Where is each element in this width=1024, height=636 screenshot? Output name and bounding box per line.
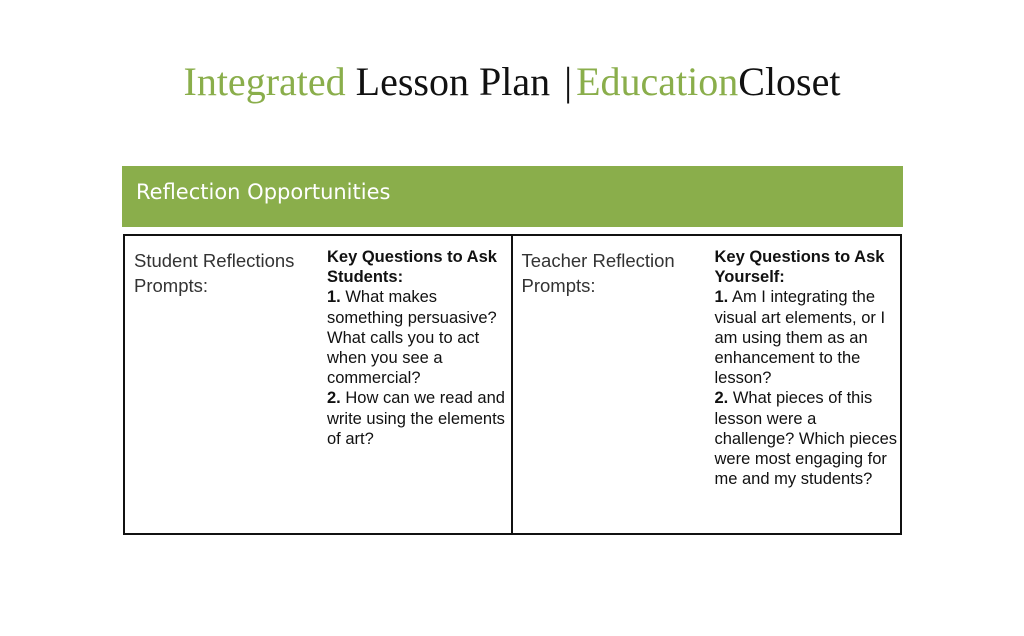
student-question-1	[327, 287, 511, 388]
student-prompts-label: Student Reflections Prompts:	[134, 250, 295, 296]
section-banner	[122, 166, 903, 227]
teacher-questions-heading: Key Questions to Ask Yourself:	[714, 248, 885, 287]
title-education: Education	[576, 59, 739, 104]
teacher-question-1-text: Am I integrating the visual art elements, or I am using them as an enhancement to the lesson?	[714, 288, 886, 388]
teacher-question-1-number: 1.	[714, 288, 729, 307]
title-integrated: Integrated	[183, 59, 346, 104]
teacher-question-2-number: 2.	[714, 389, 729, 408]
teacher-question-2-text: What pieces of this lesson were a challenge? Which pieces were most engaging for me and my students?	[714, 389, 898, 489]
student-question-2-number: 2.	[327, 389, 341, 408]
teacher-prompts-label: Teacher Reflection Prompts:	[521, 250, 675, 296]
student-question-1-text: What makes something persuasive? What calls you to act when you see a commercial?	[327, 288, 497, 388]
reflection-table	[123, 234, 902, 535]
page-title	[0, 58, 1024, 106]
student-question-2-text: How can we read and write using the elements of art?	[327, 389, 505, 448]
section-heading: Reflection Opportunities	[136, 180, 391, 204]
teacher-question-1	[715, 287, 899, 388]
student-question-1-number: 1.	[327, 288, 341, 307]
student-questions	[327, 247, 511, 449]
student-questions-heading: Key Questions to Ask Students:	[327, 248, 497, 287]
student-reflections-cell	[125, 236, 513, 533]
teacher-reflections-cell	[513, 236, 901, 533]
teacher-question-2	[715, 388, 899, 489]
title-closet: Closet	[738, 59, 841, 104]
title-lesson-plan: Lesson Plan	[355, 59, 551, 104]
teacher-questions	[715, 247, 899, 489]
student-question-2	[327, 388, 511, 449]
title-separator: |	[564, 59, 573, 104]
